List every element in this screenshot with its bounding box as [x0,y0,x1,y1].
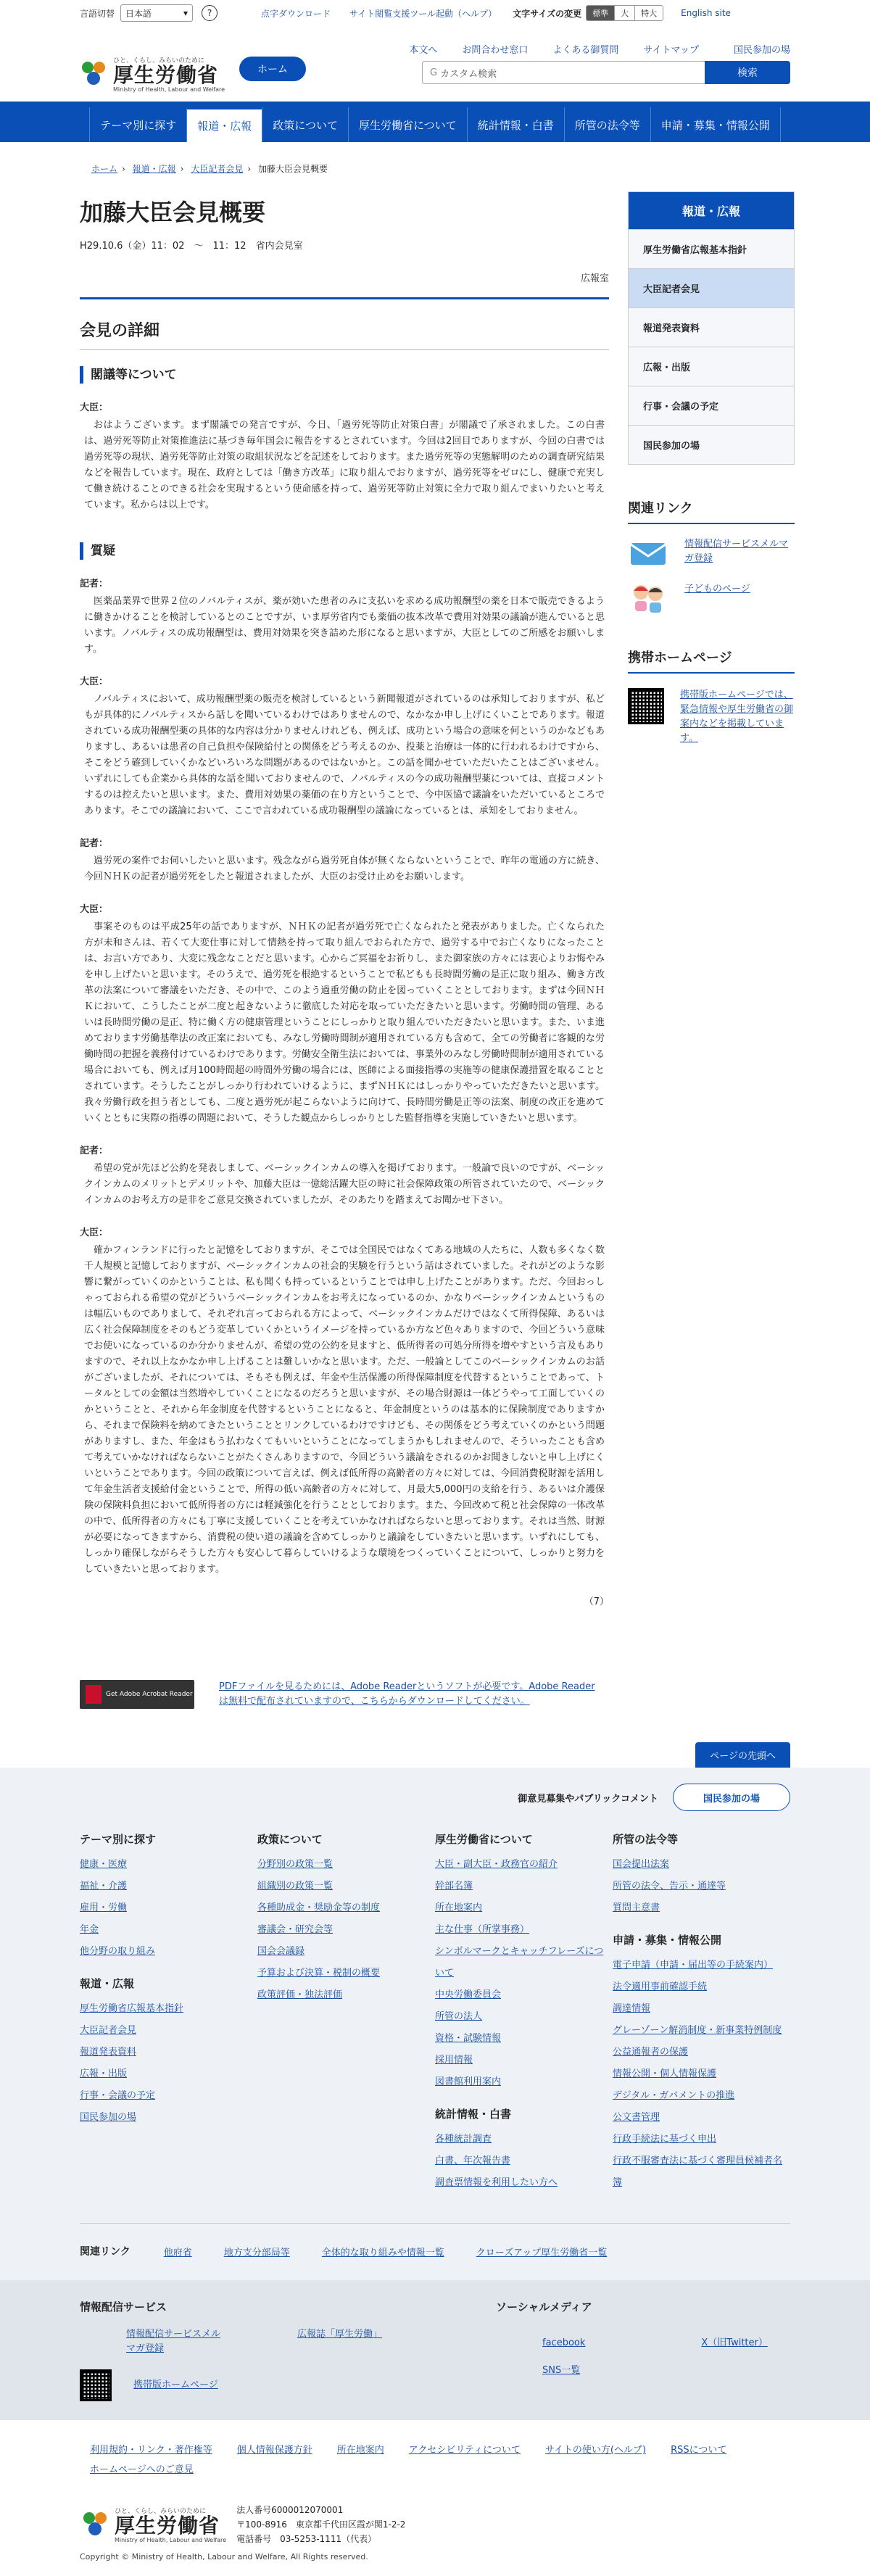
footer-logo-row [0,2481,870,2546]
page-number: （7） [584,1596,609,1607]
logo-mark-icon [80,2509,110,2540]
terms-link[interactable]: 利用規約・リンク・著作権等 [90,2445,212,2456]
notif-mailmag-link[interactable]: 情報配信サービスメルマガ登録 [126,2329,221,2354]
footer-link[interactable]: 採用情報 [435,2055,473,2066]
logo-site-name: 厚生労働省 [113,63,219,87]
braille-download-link[interactable]: 点字ダウンロード [261,8,331,19]
footer-logo-site-name: 厚生労働省 [115,2514,220,2538]
footer-link[interactable]: 行政手続法に基づく申出 [613,2134,717,2145]
logo-site-name-en: Ministry of Health, Labour and Welfare [113,86,225,93]
search-button[interactable]: 検索 [705,61,790,84]
footer-link[interactable]: 公益通報者の保護 [613,2047,689,2058]
help-link[interactable]: サイトの使い方(ヘルプ) [544,2445,647,2456]
breadcrumb-press-conference[interactable]: 大臣記者会見 [191,164,244,174]
nav-item-policy[interactable]: 政策について [262,107,348,142]
acrobat-reader-badge[interactable] [80,1680,194,1709]
children-icon [628,582,668,614]
footer-link[interactable]: 雇用・労働 [80,1902,128,1913]
main-content [80,187,609,1709]
footer-link[interactable]: 各種助成金・奨励金等の制度 [257,1902,381,1913]
notification-row [80,2327,486,2356]
footer-link[interactable]: 中央労働委員会 [435,1989,502,2000]
font-size-xlarge[interactable]: 特大 [641,9,658,18]
participation-link[interactable]: 国民参加の場 [733,45,790,56]
remark-text: 過労死の案件でお伺いしたいと思います。残念ながら過労死自体が無くならないということで、昨年の電通の方に続き、今回ＮＨＫの記者が過労死をしたと報道されましたが、大臣のお受け止めをお願いします。 [84,856,605,882]
breadcrumb-separator: › [180,164,184,174]
sidebar-item-publications[interactable]: 広報・出版 [629,347,794,386]
sidebar [628,187,795,1709]
feedback-link[interactable]: ホームページへのご意見 [90,2464,194,2475]
page-top-button[interactable]: ページの先頭へ [695,1742,790,1768]
footer-link[interactable]: 大臣記者会見 [80,2025,137,2036]
footer-related-link[interactable]: 他府省 [163,2247,192,2258]
sidebar-item-press-conference[interactable]: 大臣記者会見 [629,268,794,307]
footer-section-heading: テーマ別に探す [80,1833,157,1846]
qr-code-icon [80,2369,112,2401]
contact-link[interactable]: お問合わせ窓口 [462,45,529,56]
sidebar-menu-head[interactable]: 報道・広報 [629,192,794,229]
copyright: Copyright © Ministry of Health, Labour and Welfare, All Rights reserved. [80,2552,368,2561]
footer-link[interactable]: デジタル・ガバメントの推進 [613,2090,735,2101]
footer-link[interactable]: 年金 [80,1924,99,1935]
footer-related-heading: 関連リンク [80,2246,130,2258]
conference-datetime: H29.10.6（金）11：02 ～ 11：12 省内会見室 [80,241,303,252]
page-top-bar [0,1742,870,1768]
footer-related-link[interactable]: 地方支分部局等 [223,2247,290,2258]
speaker-label: 大臣： [80,676,109,687]
sidebar-item-pr-guideline[interactable]: 厚生労働省広報基本指針 [629,229,794,268]
footer-link[interactable]: 行政不服審査法に基づく審理員候補者名簿 [613,2155,783,2188]
footer-link[interactable]: 主な仕事（所掌事務） [435,1924,530,1935]
footer-section-heading: 所管の法令等 [613,1833,679,1846]
phone-number: 電話番号 03-5253-1111（代表） [236,2534,377,2544]
nav-item-about[interactable]: 厚生労働省について [348,107,467,142]
footer-link[interactable]: 国会提出法案 [613,1859,670,1870]
font-size-group [586,5,663,21]
footer-link[interactable]: シンボルマークとキャッチフレーズについて [435,1946,604,1979]
corporate-number: 法人番号6000012070001 [236,2505,344,2515]
breadcrumb [0,142,870,187]
footer-link[interactable]: 分野別の政策一覧 [257,1859,334,1870]
footer-link[interactable]: 厚生労働省広報基本指針 [80,2003,184,2014]
footer-link[interactable]: 組織別の政策一覧 [257,1881,334,1892]
footer-columns [0,1811,870,2194]
footer-link[interactable]: 他分野の取り組み [80,1946,156,1957]
language-value: 日本語 [125,8,152,19]
notif-magazine-link[interactable]: 広報誌「厚生労働」 [297,2329,383,2340]
nav-item-laws[interactable]: 所管の法令等 [564,107,650,142]
acrobat-download-link[interactable]: PDFファイルを見るためには、Adobe Readerというソフトが必要です。Adobe Readerは無料で配布されていますので、こちらからダウンロードしてください。 [219,1681,595,1707]
section-heading-cabinet: 閣議等について [80,366,609,384]
mail-icon [628,537,668,569]
acrobat-badge-label: Get Adobe Acrobat Reader [106,1691,193,1698]
language-label: 言語切替 [80,8,115,19]
footer-link[interactable]: 所管の法人 [435,2011,483,2022]
footer-link[interactable]: 質問主意書 [613,1902,660,1913]
global-nav [0,102,870,142]
opinion-row [0,1768,870,1811]
accessibility-link[interactable]: アクセシビリティについて [408,2445,521,2456]
sidebar-item-press-release[interactable]: 報道発表資料 [629,307,794,347]
notification-heading: 情報配信サービス [80,2300,167,2314]
logo-mark-icon [78,59,109,89]
site-header [0,26,870,102]
social-row [496,2364,768,2378]
location-link[interactable]: 所在地案内 [336,2445,384,2456]
footer-link[interactable]: 健康・医療 [80,1859,128,1870]
pdf-icon [86,1685,102,1704]
remark-text: 医薬品業界で世界２位のノバルティスが、薬が効いた患者のみに支払いを求める成功報酬型の薬を日本で販売できるように働きかけることを検討しているとのことですが、いま厚労省内でも薬価の抜本改革で費用対効果の議論が進んでいると思います。ノバルティスの成功報酬型は、費用対効果を突き詰めた形になると思いますが、大臣としてのご所感をお願いします。 [84,596,605,655]
section-heading-details: 会見の詳細 [80,318,609,350]
footer-link[interactable]: 予算および決算・税制の概要 [257,1968,381,1979]
footer-link[interactable]: 白書、年次報告書 [435,2155,511,2166]
x-twitter-link[interactable]: X（旧Twitter） [701,2337,768,2348]
mobile-site-link[interactable]: 携帯版ホームページでは、緊急情報や厚生労働省の御案内などを掲載しています。 [680,689,794,744]
footer-link[interactable]: 政策評価・独法評価 [257,1989,343,2000]
footer-address [236,2503,405,2546]
notif-mobile-link[interactable]: 携帯版ホームページ [133,2380,218,2390]
footer-identity [0,2481,870,2576]
utility-bar [0,0,870,26]
speaker-label: 大臣： [80,1227,109,1238]
content-wrap [0,187,870,1709]
breadcrumb-separator: › [122,164,125,174]
sns-list-link[interactable]: SNS一覧 [542,2365,581,2376]
sidebar-item-participation[interactable]: 国民参加の場 [629,425,794,464]
footer-link[interactable]: 福祉・介護 [80,1881,128,1892]
font-size-standard[interactable]: 標準 [587,6,615,20]
search-icon: G [430,67,438,78]
speaker-label: 記者： [80,579,109,589]
footer-link[interactable]: 幹部名簿 [435,1881,473,1892]
search-input[interactable] [422,61,705,84]
footer-logo[interactable] [80,2506,226,2543]
search-form [422,61,790,84]
footer-link[interactable]: 所管の法令、告示・通達等 [613,1881,726,1892]
footer-link[interactable]: 行事・会議の予定 [80,2090,156,2101]
footer-column [435,1831,613,2194]
footer-link[interactable]: 情報公開・個人情報保護 [613,2068,717,2079]
faq-link[interactable]: よくある御質問 [552,45,619,56]
skip-to-content-link[interactable]: 本文へ [409,45,438,56]
social-row [496,2336,768,2351]
site-logo[interactable] [78,55,225,93]
footer-link[interactable]: 調達情報 [613,2003,651,2014]
title-divider [80,297,609,299]
nav-item-press[interactable]: 報道・広報 [186,107,262,142]
rss-link[interactable]: RSSについて [671,2445,727,2456]
related-link-mailmag-label[interactable]: 情報配信サービスメルマガ登録 [684,539,789,564]
speaker-label: 大臣： [80,402,109,413]
remark-text: おはようございます。まず閣議での発言ですが、今日、「過労死等防止対策白書」が閣議で了承されました。この白書は、過労死等防止対策推進法に基づき毎年国会に報告をするとされています。今回は2回目でありますが、今回の白書では過労死等の現状、過労死等防止対策の取組状況などを記述をしております。また過労死等の実態解明のための調査研究結果などを報告しています。現在、政府としては「働き方改革」に取り組んでおりますが、過労死等をゼロにし、健康で充実して働き続けることのできる社会を実現するという使命感を持って、過労死等防止対策に全力で取り組んでまいりたいと考えています。私からは以上です。 [84,420,605,510]
sitemap-link[interactable]: サイトマップ [643,45,699,56]
footer-bottom-links [0,2420,870,2481]
remark-text: 確かフィンランドに行ったと記憶をしておりますが、そこでは全国民ではなくてある地域の人たちに、人数も多くなく数千人規模と記憶しておりますが、ベーシックインカムの社会的実験を行うという話はされていました。それがどのような影響に繋がっていくのかということは、私も聞くも持っているということでは申し上げたことがあります。ただ、今回おっしゃっておられる希望の党がどういうベーシックインカムをお考えになっているのか、かなりベーシックインカムというものは幅広いものでありまして、それぞれ言っておられる方によって、ベーシックインカムだけではなくて所得保障、あるいは広く社会保障制度をそのもどう変革していくかというイメージを持っているか方など色々ありますので、今回どういう意味でお使いになっているのか分かりませんが、希望の党の公約を見ますと、低所得者の可処分所得を増やすという言及もありますので、それ以上なかなか申し上げることは難しいかなと思います。ただ、一般論としてこのベーシックインカムのお話がございましたが、それについては、そもそも例えば、年金や生活保護の所得保障制度を代替するということであって、トータルとしての金額は当然増やしていくことになるのだろうと思いますが、その場合財源は一体どうやって工面していくのかということと、それから年金制度を代替するということになると、年金制度というのは基本的に保険制度でありますから、それまで保険料を納めてきたということとリンクしているわけですけども、その関係をどう考えていくのかという問題がありますし、また、年金はもう払わなくてもいいということになってしまうかもしれませんので、そういったことも含めて考えていかなければならないことがたくさんありますので、今回どういう議論をされるのかお聞きしないと申し上げにくいということであります。今回の政策について言えば、例えば低所得の高齢者の方々に対しては、今回消費税財源を活用して年金生活者支援給付金ということで、所得の低い高齢者の方々に対して、月最大5,000円の支給を行う、あるいは介護保険の保険料負担において低所得者の方には軽減強化を行うこととしております。また、今回改めて税と社会保障の一体改革の中で、低所得者の方々にも丁寧に支援していくことを考えていかなければならないと思っております。それは当然、財源が必要になってきますから、消費税の使い道の議論を含めてしっかりと議論をしていきたいと思います。いずれにしても、しっかり確保しながらそうした方々も安心して暮らしていけるような環境をつくっていくことについて、しっかりと努力をしていきたいと思っております。 [84,1245,605,1575]
footer-section-heading: 政策について [257,1833,323,1846]
logo-text [113,55,225,93]
speaker-label: 大臣： [80,904,109,915]
sidebar-item-events[interactable]: 行事・会議の予定 [629,386,794,425]
remark-text: 希望の党が先ほど公約を発表しまして、ベーシックインカムの導入を掲げております。一般論で良いのですが、ベーシックインカムのメリットとデメリットや、加藤大臣は一億総活躍大臣の時に社会保障政策の所管されていたので、ベーシックインカムのお考え方の是非をご意見交換されていましたが、そのあたりを踏まえてお聞かせ下さい。 [84,1163,605,1206]
footer-related-link[interactable]: クローズアップ厚生労働省一覧 [476,2247,608,2258]
footer-link[interactable]: 国民参加の場 [80,2112,137,2123]
nav-item-statistics[interactable]: 統計情報・白書 [467,107,564,142]
footer-logo-tagline: ひと、くらし、みらいのために [115,2508,207,2515]
site-footer [0,1768,870,2576]
breadcrumb-press[interactable]: 報道・広報 [132,164,176,174]
chevron-down-icon: ▾ [183,8,188,18]
speaker-label: 記者： [80,838,109,849]
footer-link[interactable]: 審議会・研究会等 [257,1924,334,1935]
footer-link[interactable]: 法令適用事前確認手続 [613,1981,708,1992]
postal-address: 〒100-8916 東京都千代田区霞が関1-2-2 [236,2519,406,2530]
footer-link[interactable]: 資格・試験情報 [435,2033,502,2044]
notification-column [80,2299,486,2401]
footer-section-heading: 報道・広報 [80,1977,135,1990]
related-link-kids-label[interactable]: 子どものページ [684,584,750,595]
footer-column [613,1831,790,2194]
search-placeholder: カスタム検索 [440,68,497,80]
footer-link[interactable]: 国会会議録 [257,1946,305,1957]
mobile-site-box [628,688,795,746]
nav-item-themes[interactable]: テーマ別に探す [89,107,186,142]
remark-text: 事案そのものは平成25年の話でありますが、ＮＨＫの記者が過労死で亡くなられたと発表がありました。亡くなられた方が未和さんは、若くて大変仕事に対して情熱を持って取り組んでおられた方で、過労する中でお亡くなりになったことは、お言い方であり、大変に残念なことだと思います。心からご冥福をお祈りし、また御家族の方々には衷心よりお悔やみを申し上げたいと思います。そのうえで、過労死を根絶するということで私どもも長時間労働の是正に取り組み、働き方改革の法案について審議をいただき、その中で、このよう過重労働の防止を図っていくこととしております。まずは今回ＮＨＫにおいて、こうしたことが二度と起きないように徹底した対応を取っていただきたいと思います。労働時間の管理、あるいは長時間労働の是正、特に働く方の健康管理ということにしっかりと取り組んでいただきたいと思います。また、いま進めております労働基準法の改正案においても、みなし労働時間制が適用されている方も含めて、全ての労働者に客観的な労働時間の把握を義務付けているわけであります。労働安全衛生法においては、事業外のみなし労働時間制が適用されている場合においても、例えば月100時間超の時間外労働の場合には、医師による面接指導の実施等の健康保護措置を取ることとされています。そうしたことがしっかり行われていけるように、まずＮＨＫにはしっかりやっていただきたいと思います。我々労働行政を担う者としても、二度と過労死が起こらないように向けて、長時間労働是正等の法案、制度の改正を進めていくとともに実際の指導の問題において、そうした観点からしっかりとした監督指導を実施していきたいと思います。 [84,922,605,1124]
footer-link[interactable]: 調査票情報を利用したい方へ [435,2177,558,2188]
related-links-heading: 関連リンク [628,498,795,524]
utility-links [261,7,497,20]
english-site-link[interactable]: English site [681,8,731,18]
acrobat-notice [80,1680,609,1709]
sidebar-menu [628,191,795,465]
footer-section-heading: 統計情報・白書 [435,2108,512,2121]
privacy-link[interactable]: 個人情報保護方針 [236,2445,312,2456]
mobile-site-heading: 携帯ホームページ [628,647,795,674]
header-links [409,42,790,56]
nav-item-applications[interactable]: 申請・募集・情報公開 [650,107,781,142]
cabinet-remarks [80,399,609,513]
facebook-link[interactable]: facebook [542,2337,586,2348]
font-size-large[interactable]: 大 [615,6,635,20]
font-size-label: 文字サイズの変更 [513,8,582,19]
opinion-label: 御意見募集やパブリックコメント [518,1793,658,1805]
participation-button[interactable]: 国民参加の場 [673,1784,790,1811]
social-column [496,2299,768,2401]
notification-row [80,2369,486,2401]
department: 広報室 [580,273,609,284]
breadcrumb-separator: › [247,164,252,174]
footer-column [257,1831,435,2194]
footer-link[interactable]: 大臣・副大臣・政務官の紹介 [435,1859,558,1870]
speaker-label: 記者： [80,1146,109,1156]
remark-text: ノバルティスにおいて、成功報酬型薬の販売を検討しているという新聞報道がされているのは承知しておりますが、私どもが具体的にノバルティスから話しを聞いているわけではありませんので、なかなか申し上げにくいことであります。報道されている成功報酬型薬の具体的な内容は分かりませんけれども、例えば、成功という場合の意味を何というのかなどもありますし、あるいは患者の自己負担や保険給付との関係をどう考えるのか、投薬と治療は一体的に行われるわけですから、そこをどう確到していくかなどいろいろな問題があるのではないかと。この話を聞かせていただいたことはございません。いずれにしても企業から具体的な話を聞いておりませんので、ノバルティスの今の成功報酬型薬については、直接コメントするのは控えたいと思います。また、費用対効果の薬価の在り方ということで、今中医協で議論をいただいているところであります。そこでの議論において、ここで言われている成功報酬型の議論になっているとは、承知をしておりません。 [84,694,605,816]
qa-remarks [80,576,609,1578]
related-link-mailmag[interactable] [628,537,795,569]
footer-related-link[interactable]: 全体的な取り組みや情報一覧 [321,2247,444,2258]
footer-link[interactable]: 報道発表資料 [80,2047,137,2058]
social-heading: ソーシャルメディア [496,2300,592,2314]
page-title: 加藤大臣会見概要 [80,199,266,226]
footer-link[interactable]: 図書館利用案内 [435,2076,502,2087]
footer-notification-area [0,2280,870,2420]
footer-link[interactable]: 各種統計調査 [435,2134,492,2145]
browse-support-link[interactable]: サイト閲覧支援ツール起動（ヘルプ） [349,8,497,19]
footer-logo-site-name-en: Ministry of Health, Labour and Welfare [115,2537,227,2543]
footer-column [80,1831,257,2194]
language-select[interactable] [120,4,193,22]
footer-related-links [80,2223,790,2280]
help-icon[interactable]: ? [202,5,218,21]
footer-link[interactable]: 広報・出版 [80,2068,128,2079]
logo-tagline: ひと、くらし、みらいのために [113,57,205,65]
related-link-kids[interactable] [628,582,795,614]
footer-link[interactable]: 所在地案内 [435,1902,483,1913]
home-button[interactable]: ホーム [239,57,306,81]
breadcrumb-home[interactable]: ホーム [91,164,118,174]
footer-logo-text [115,2506,226,2543]
qr-code-icon [628,688,664,724]
footer-link[interactable]: 公文書管理 [613,2112,660,2123]
breadcrumb-current: 加藤大臣会見概要 [257,164,328,174]
font-size-switch [513,5,663,21]
footer-section-heading: 厚生労働省について [435,1833,533,1846]
footer-section-heading: 申請・募集・情報公開 [613,1934,722,1947]
footer-link[interactable]: グレーゾーン解消制度・新事業特例制度 [613,2025,782,2036]
section-heading-qa: 質疑 [80,542,609,560]
footer-link[interactable]: 電子申請（申請・届出等の手続案内） [613,1960,774,1971]
